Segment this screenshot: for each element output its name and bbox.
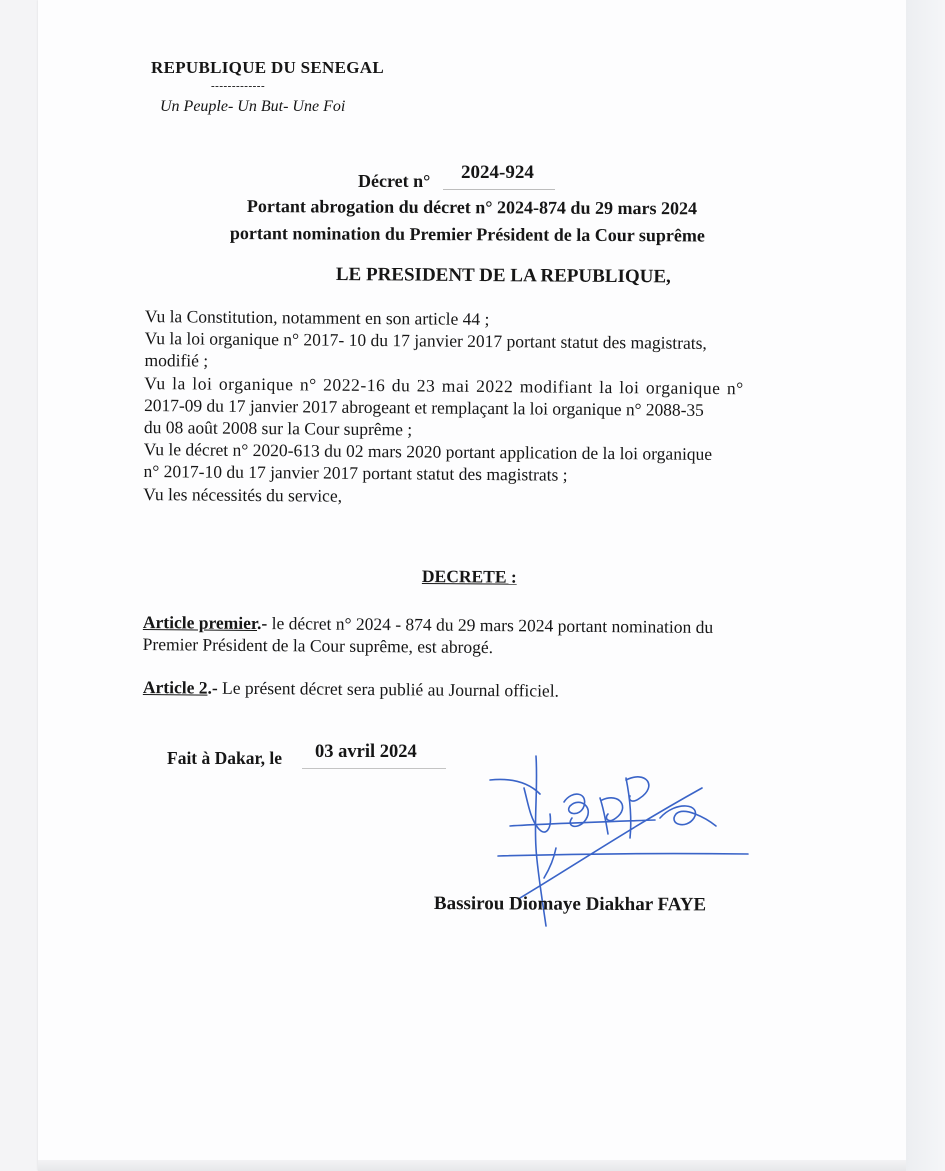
decree-subject-line-1: Portant abrogation du décret n° 2024-874 du 29 mars 2024 — [246, 196, 698, 219]
scan-bottom-edge — [38, 1160, 906, 1171]
article-premier-line-2: Premier Président de la Cour suprême, est abrogé. — [142, 633, 494, 658]
visa-line: Vu le décret n° 2020-613 du 02 mars 2020 portant application de la loi organique — [143, 439, 713, 465]
decree-number: 2024-924 — [461, 162, 534, 183]
visa-line: modifié ; — [144, 350, 209, 371]
article-premier-suffix: .- — [256, 612, 268, 634]
signatory-name: Bassirou Diomaye Diakhar FAYE — [433, 893, 707, 916]
signature-date: 03 avril 2024 — [315, 742, 417, 762]
national-motto: Un Peuple- Un But- Une Foi — [160, 98, 346, 115]
visa-line: Vu la loi organique n° 2022-16 du 23 mai 2022 modifiant la loi organique n° — [144, 372, 744, 398]
article-2 — [143, 676, 559, 702]
decree-label: Décret n° — [358, 171, 431, 191]
visa-line: 2017-09 du 17 janvier 2017 abrogeant et remplaçant la loi organique n° 2088-35 — [144, 394, 704, 420]
country-name: REPUBLIQUE DU SENEGAL — [151, 58, 385, 77]
article-2-label: Article 2 — [142, 676, 208, 698]
issuing-authority: LE PRESIDENT DE LA REPUBLIQUE, — [335, 264, 671, 288]
scan-border — [906, 0, 945, 1171]
visa-line: Vu la Constitution, notamment en son article 44 ; — [144, 305, 490, 330]
place-label: Fait à Dakar, le — [167, 748, 283, 768]
article-premier — [143, 611, 714, 660]
date-underline — [302, 768, 446, 769]
visa-line: Vu les nécessités du service, — [143, 483, 343, 506]
article-2-text: Le présent décret sera publié au Journal officiel. — [217, 677, 560, 701]
decrete-heading: DECRETE : — [421, 566, 517, 587]
article-premier-label: Article premier — [142, 611, 258, 633]
visas-block — [143, 305, 810, 511]
visa-line: n° 2017-10 du 17 janvier 2017 portant statut des magistrats ; — [143, 461, 568, 486]
article-premier-text-1: le décret n° 2024 - 874 du 29 mars 2024 portant nomination du — [267, 613, 714, 637]
header-separator: ------------- — [211, 80, 266, 92]
article-2-suffix: .- — [207, 677, 218, 698]
visa-line: Vu la loi organique n° 2017- 10 du 17 janvier 2017 portant statut des magistrats, — [144, 328, 707, 354]
decree-subject-line-2: portant nomination du Premier Président de la Cour suprême — [229, 223, 705, 246]
decree-number-underline — [443, 189, 555, 190]
visa-line: du 08 août 2008 sur la Cour suprême ; — [143, 417, 413, 440]
